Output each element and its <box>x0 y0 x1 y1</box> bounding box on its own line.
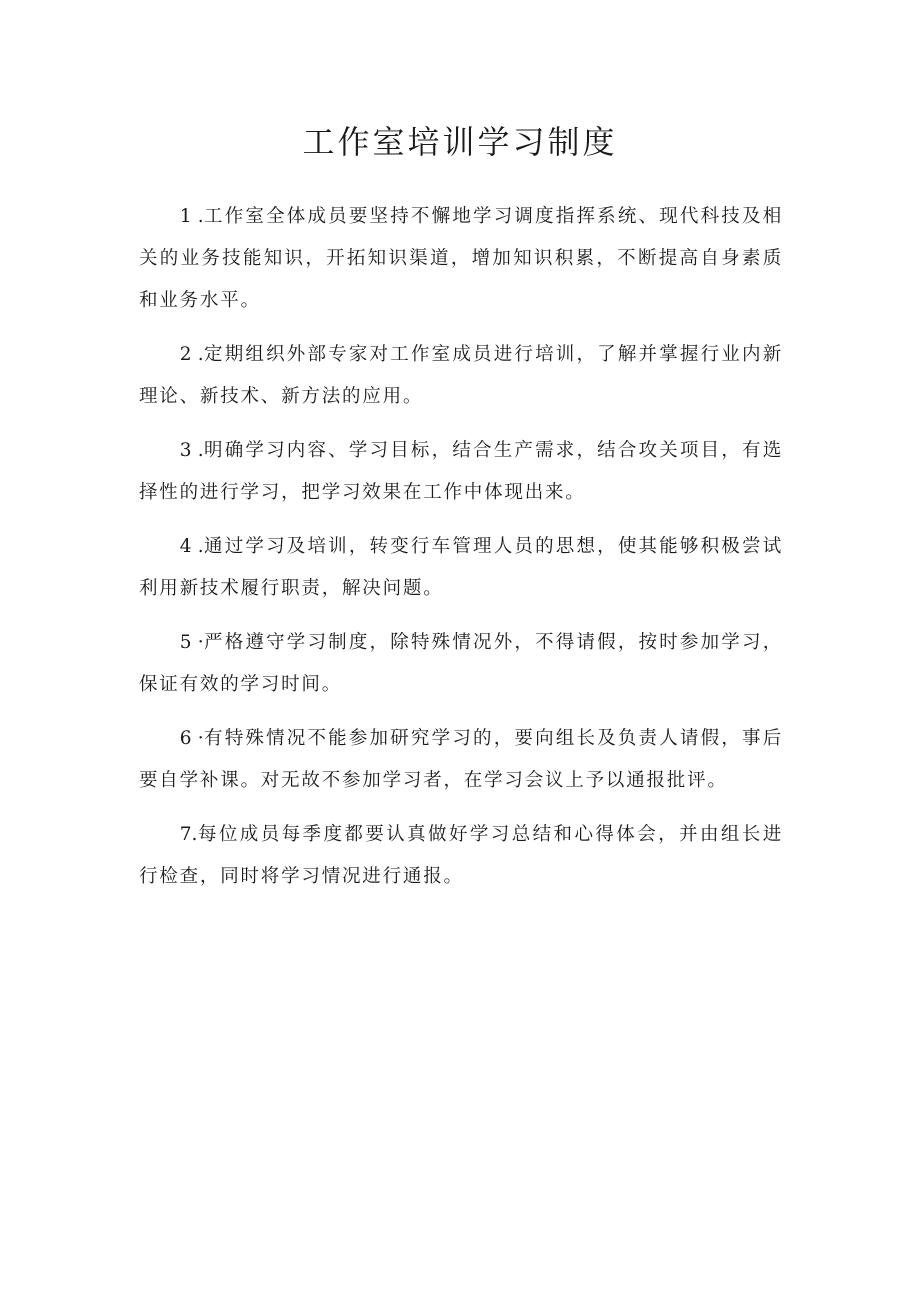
paragraph-number: 1 . <box>179 206 204 227</box>
paragraph-text: 严格遵守学习制度，除特殊情况外，不得请假，按时参加学习，保证有效的学习时间。 <box>139 632 783 695</box>
paragraph-number: 5 · <box>179 632 204 653</box>
paragraph-4 <box>139 526 783 622</box>
document-title: 工作室培训学习制度 <box>302 123 618 161</box>
paragraph-7 <box>139 814 783 910</box>
paragraph-number: 6 · <box>179 728 204 749</box>
paragraph-number: 2 . <box>179 344 204 365</box>
paragraph-6 <box>139 718 783 814</box>
paragraph-text: 定期组织外部专家对工作室成员进行培训，了解并掌握行业内新理论、新技术、新方法的应用。 <box>139 344 783 407</box>
paragraph-number: 4 . <box>179 536 204 557</box>
paragraph-2 <box>139 334 783 430</box>
paragraph-1 <box>139 196 783 334</box>
paragraph-text: 通过学习及培训，转变行车管理人员的思想，使其能够积极尝试利用新技术履行职责，解决问题。 <box>139 536 783 599</box>
paragraph-number: 3 . <box>179 440 204 461</box>
paragraph-text: 有特殊情况不能参加研究学习的，要向组长及负责人请假，事后要自学补课。对无故不参加学习者，在学习会议上予以通报批评。 <box>139 728 783 791</box>
document-body <box>139 196 783 910</box>
paragraph-text: 工作室全体成员要坚持不懈地学习调度指挥系统、现代科技及相关的业务技能知识，开拓知识渠道，增加知识积累，不断提高自身素质和业务水平。 <box>139 206 783 311</box>
paragraph-5 <box>139 622 783 718</box>
paragraph-number: 7. <box>179 824 198 845</box>
paragraph-3 <box>139 430 783 526</box>
paragraph-text: 明确学习内容、学习目标，结合生产需求，结合攻关项目，有选择性的进行学习，把学习效果在工作中体现出来。 <box>139 440 783 503</box>
paragraph-text: 每位成员每季度都要认真做好学习总结和心得体会，并由组长进行检查，同时将学习情况进行通报。 <box>139 824 783 887</box>
